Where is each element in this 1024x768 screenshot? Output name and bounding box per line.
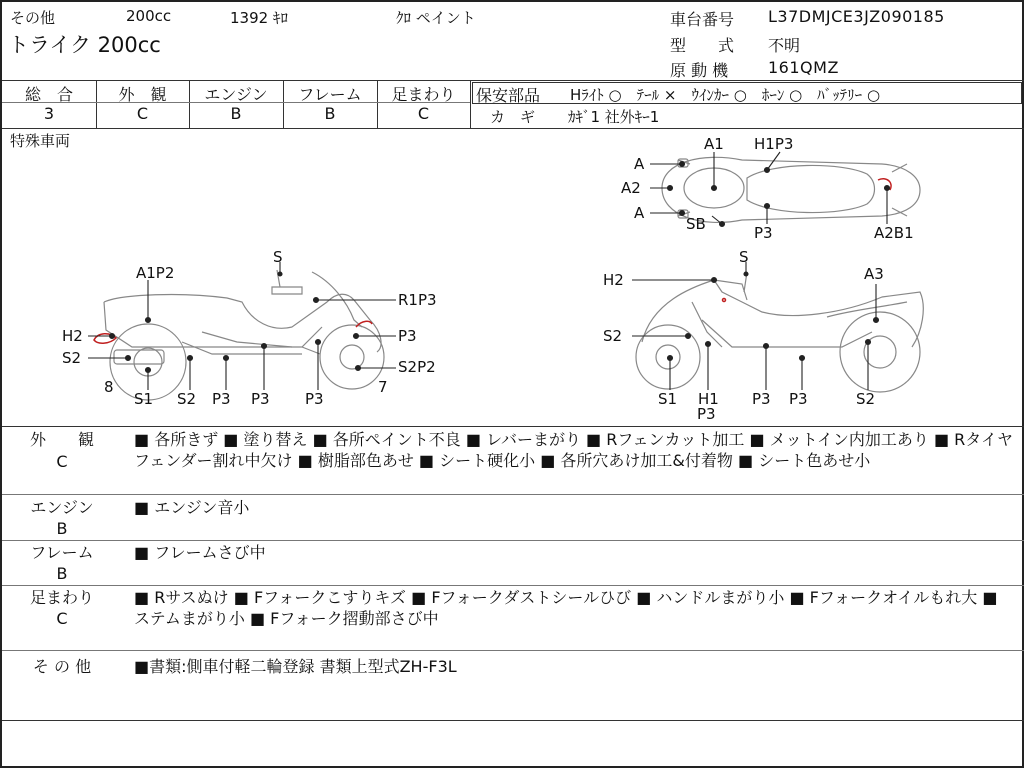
grade-exterior-label: 外 観 [118, 85, 167, 104]
model-name: トライク 200cc [8, 33, 161, 57]
rv-label: S2 [603, 327, 623, 345]
displacement: 200cc [126, 7, 172, 25]
key-label: カ ギ [490, 108, 536, 126]
cond-other-label: そ の 他 [32, 657, 92, 676]
lv-label: R1P3 [398, 291, 437, 309]
lv-label: P3 [305, 390, 324, 408]
safety-parts-label: 保安部品 [476, 86, 541, 105]
key-value: ｶｷﾞ1 社外ｷｰ1 [568, 108, 660, 126]
tv-label: P3 [754, 224, 773, 242]
tv-label: H1P3 [754, 135, 794, 153]
lv-label: S [273, 248, 283, 266]
mileage: 1392 ｷﾛ [230, 9, 288, 27]
rv-label: H1 [698, 390, 719, 408]
grade-overall-label: 総 合 [24, 85, 73, 104]
frame-no-value: L37DMJCE3JZ090185 [768, 7, 945, 26]
cond-engine-label: エンジン [30, 498, 94, 517]
lv-label: P3 [251, 390, 270, 408]
cond-frame-label: フレーム [30, 543, 94, 562]
lv-label: 7 [378, 378, 388, 396]
rv-label: A3 [864, 265, 884, 283]
tv-label: A2 [621, 179, 641, 197]
tv-label: A [634, 155, 645, 173]
engine-model-label: 原 動 機 [670, 61, 729, 80]
divider [2, 650, 1024, 651]
divider [2, 128, 1024, 129]
damage-diagram [2, 130, 1024, 426]
cond-exterior-label: 外 観 [29, 430, 94, 449]
grade-frame-value: B [324, 104, 336, 123]
cond-suspension-grade: C [56, 609, 68, 628]
grade-frame-label: フレーム [298, 85, 362, 104]
engine-model-value: 161QMZ [768, 58, 839, 77]
divider [470, 80, 471, 128]
tv-label: A2B1 [874, 224, 914, 242]
lv-label: S2 [177, 390, 197, 408]
category: その他 [10, 9, 56, 27]
lv-label: P3 [398, 327, 417, 345]
right-view-outline [636, 272, 923, 392]
lv-label: S2P2 [398, 358, 436, 376]
frame-no-label: 車台番号 [670, 10, 735, 29]
grade-engine-label: エンジン [204, 85, 268, 104]
grade-exterior-value: C [136, 104, 149, 123]
rv-label: S [739, 248, 749, 266]
rv-label: H2 [603, 271, 624, 289]
cond-engine-grade: B [56, 519, 68, 538]
cond-engine-text: ■ エンジン音小 [134, 498, 250, 517]
cond-frame-text: ■ フレームさび中 [134, 543, 266, 562]
tv-label: A [634, 204, 645, 222]
cond-frame-grade: B [56, 564, 68, 583]
lv-label: A1P2 [136, 264, 175, 282]
lv-label: S1 [134, 390, 154, 408]
damage-marks [94, 179, 891, 343]
cond-exterior-text: ■ 各所きず ■ 塗り替え ■ 各所ペイント不良 ■ レバーまがり ■ Rフェンカット加工 ■ メットイン内加工あり ■ Rタイヤフェンダー割れ中欠け ■ 樹脂部色あせ ■ シート硬化小 ■ 各所穴あけ加工&付着物 ■ シート色あせ小 [134, 430, 1013, 470]
tv-label: A1 [704, 135, 724, 153]
lv-label: S2 [62, 349, 82, 367]
special-vehicle-label: 特殊車両 [10, 132, 71, 150]
lv-label: 8 [104, 378, 114, 396]
rv-label: S2 [856, 390, 876, 408]
color: ｸﾛ ペイント [396, 9, 476, 27]
cond-suspension-text: ■ Rサスぬけ ■ Fフォークこすりキズ ■ Fフォークダストシールひび ■ ハンドルまがり小 ■ Fフォークオイルもれ大 ■ ステムまがり小 ■ Fフォーク摺動部さび中 [134, 588, 998, 628]
rv-label: S1 [658, 390, 678, 408]
cond-other-text: ■書類:側車付軽二輪登録 書類上型式ZH-F3L [134, 657, 457, 676]
cond-exterior-grade: C [56, 452, 68, 471]
rv-label: P3 [789, 390, 808, 408]
grade-suspension-label: 足まわり [391, 85, 456, 104]
divider [2, 585, 1024, 586]
divider [2, 720, 1024, 721]
safety-parts-items: Hﾗｲﾄ ○ ﾃｰﾙ × ｳｲﾝｶｰ ○ ﾎｰﾝ ○ ﾊﾞｯﾃﾘｰ ○ [570, 86, 881, 104]
cond-suspension-label: 足まわり [29, 588, 94, 607]
left-view-outline [104, 270, 384, 400]
tv-label: SB [686, 215, 706, 233]
rv-label: P3 [752, 390, 771, 408]
grade-engine-value: B [230, 104, 242, 123]
grade-suspension-value: C [417, 104, 430, 123]
divider [2, 494, 1024, 495]
lv-label: P3 [212, 390, 231, 408]
grade-overall-value: 3 [43, 104, 55, 123]
top-view-outline [662, 157, 920, 222]
divider [2, 540, 1024, 541]
type-value: 不明 [768, 36, 801, 55]
divider [2, 426, 1024, 427]
type-label: 型 式 [670, 36, 735, 55]
rv-label: P3 [697, 405, 716, 423]
divider [2, 80, 1024, 81]
lv-label: H2 [62, 327, 83, 345]
